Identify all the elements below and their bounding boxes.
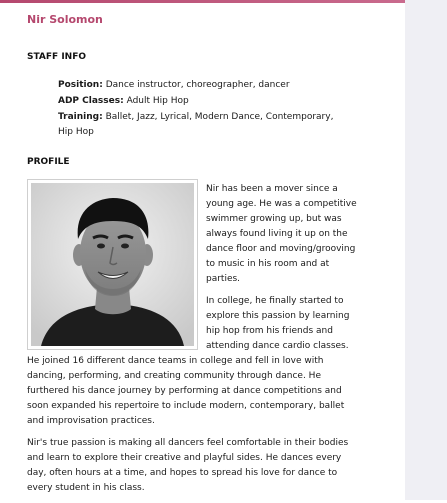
position-value: Dance instructor, choreographer, dancer <box>105 80 290 90</box>
position-label: Position: <box>58 80 103 90</box>
classes-value: Adult Hip Hop <box>126 96 189 106</box>
training-line <box>58 110 348 140</box>
training-label: Training: <box>58 112 103 122</box>
staff-info-heading: STAFF INFO <box>27 52 86 62</box>
staff-info-block <box>58 78 348 141</box>
staff-photo-frame <box>27 179 198 350</box>
staff-name-title: Nir Solomon <box>27 13 103 26</box>
profile-body <box>27 182 359 503</box>
profile-paragraph-2: In college, he finally started to explore this passion by learning hip hop from his friends and attending dance cardio classes. He joined 16 different dance teams in college and fell in love with dancing, performing, and creating community through dance. He furthered his dance journey by performing at dance competitions and soon expanded his repertoire to include modern, contemporary, ballet and improvisation practices. <box>27 296 350 426</box>
training-value: Ballet, Jazz, Lyrical, Modern Dance, Contemporary, Hip Hop <box>58 112 334 137</box>
classes-label: ADP Classes: <box>58 96 124 106</box>
profile-heading: PROFILE <box>27 157 70 167</box>
classes-line <box>58 94 348 109</box>
position-line <box>58 78 348 93</box>
profile-paragraph-1: Nir has been a mover since a young age. He was a competitive swimmer growing up, but was always found living it up on the dance floor and moving/grooving to music in his room and at parties. <box>206 184 357 284</box>
profile-paragraph-3: Nir's true passion is making all dancers feel comfortable in their bodies and learn to explore their creative and playful sides. He dances every day, often hours at a time, and hopes to spread his love for dance to every student in his class. <box>27 438 349 493</box>
staff-portrait-photo <box>31 183 194 346</box>
right-margin-panel <box>405 0 447 500</box>
